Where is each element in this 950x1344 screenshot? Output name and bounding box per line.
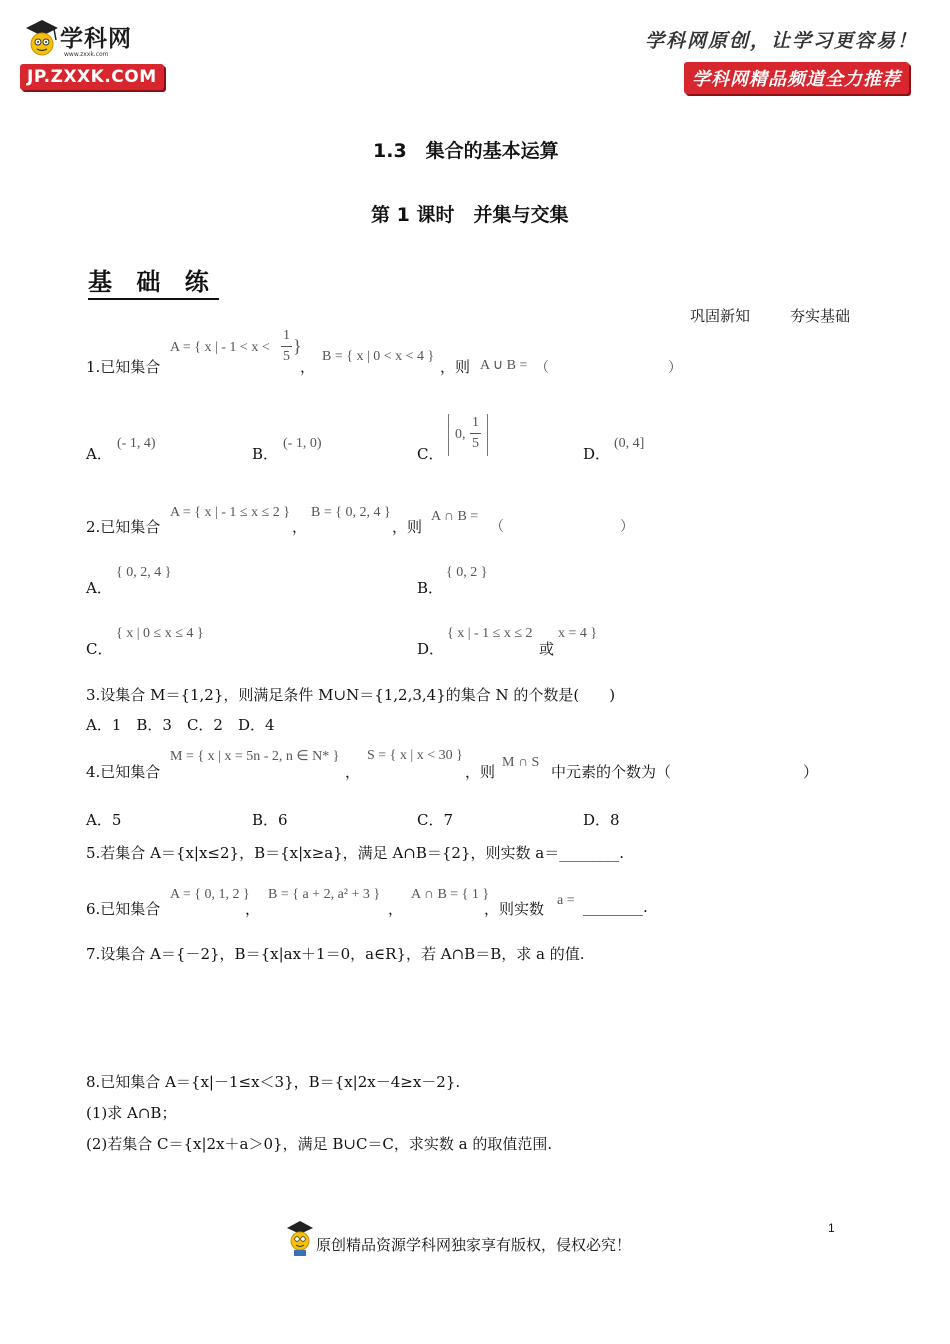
q4-paren-close: ） (803, 763, 819, 781)
q4-suffix: 中元素的个数为（ (551, 763, 672, 781)
q2-option-d-value-post: x = 4 } (558, 626, 598, 641)
q1-paren-open: （ (535, 361, 549, 376)
q6-suffix: ，则实数 (484, 900, 545, 918)
q4-prefix: 4.已知集合 (86, 763, 161, 781)
section-tag-left: 巩固新知 (690, 307, 751, 325)
q4-comma2: ，则 (465, 763, 496, 781)
q2-option-a-value: { 0, 2, 4 } (116, 565, 172, 580)
logo-url: www.zxxk.com (64, 51, 109, 58)
q8-part1: (1)求 A∩B； (86, 1104, 177, 1122)
q6-blank: ________. (583, 898, 648, 916)
q2-expr: A ∩ B = (431, 509, 479, 524)
q4-comma1: ， (345, 763, 361, 781)
q2-set-a: A = { x | - 1 ≤ x ≤ 2 } (170, 505, 291, 520)
q2-option-d-or: 或 (539, 640, 555, 658)
q1-option-d-value: (0, 4] (614, 436, 645, 451)
q1-comma1: ， (300, 358, 316, 376)
q1-option-b-value: (- 1, 0) (283, 436, 322, 451)
q2-option-a-label: A． (86, 579, 112, 597)
q1-option-a-label: A． (86, 445, 112, 463)
q2-option-d-value-pre: { x | - 1 ≤ x ≤ 2 (447, 626, 533, 641)
q1-frac-num: 1 (283, 328, 290, 343)
q1-set-a: A = { x | - 1 < x < (170, 340, 270, 355)
page-subtitle: 第 1 课时 并集与交集 (371, 204, 569, 226)
q2-option-c-label: C． (86, 640, 113, 658)
q4-set-s: S = { x | x < 30 } (367, 748, 463, 763)
q2-option-d-label: D． (417, 640, 445, 658)
q5-text: 5.若集合 A＝{x|x≤2}，B＝{x|x≥a}，满足 A∩B＝{2}，则实数 a＝________. (86, 844, 624, 862)
q6-var: a = (557, 893, 575, 908)
section-tag-right: 夯实基础 (790, 307, 851, 325)
q2-comma2: ，则 (392, 518, 423, 536)
q4-expr: M ∩ S (502, 755, 540, 770)
q8-text: 8.已知集合 A＝{x|－1≤x＜3}，B＝{x|2x－4≥x－2}. (86, 1073, 461, 1091)
page-number: 1 (828, 1221, 835, 1235)
q2-option-c-value: { x | 0 ≤ x ≤ 4 } (116, 626, 204, 641)
page-title: 1.3 集合的基本运算 (373, 140, 559, 162)
q1-set-b: B = { x | 0 < x < 4 } (322, 349, 435, 364)
q1-option-c-den: 5 (472, 436, 479, 451)
copyright-notice: 原创精品资源学科网独家享有版权，侵权必究！ (316, 1236, 632, 1254)
promo-badge: 学科网精品频道全力推荐 (684, 62, 909, 94)
q3-options: A．1 B．3 C．2 D．4 (86, 716, 275, 734)
slogan: 学科网原创，让学习更容易！ (645, 30, 919, 52)
q2-paren-close: ） (620, 520, 634, 535)
q6-comma1: ， (245, 900, 261, 918)
q4-option-c: C．7 (417, 811, 454, 829)
q6-set-a: A = { 0, 1, 2 } (170, 887, 250, 902)
logo-text: 学科网 (60, 26, 132, 52)
q1-option-c-bracket (448, 414, 488, 456)
q2-paren-open: （ (490, 520, 504, 535)
q8-part2: (2)若集合 C＝{x|2x＋a＞0}，满足 B∪C＝C，求实数 a 的取值范围. (86, 1135, 553, 1153)
q4-option-a: A．5 (86, 811, 122, 829)
q1-comma2: ，则 (440, 358, 471, 376)
q1-option-c-pre: 0, (455, 427, 466, 442)
section-heading: 基 础 练 (88, 262, 219, 300)
q6-set-b: B = { a + 2, a² + 3 } (268, 887, 381, 902)
q4-option-d: D．8 (583, 811, 620, 829)
q1-option-a-value: (- 1, 4) (117, 436, 156, 451)
q7-text: 7.设集合 A＝{－2}，B＝{x|ax＋1＝0，a∈R}，若 A∩B＝B，求 a 的值. (86, 945, 585, 963)
q6-condition: A ∩ B = { 1 } (411, 887, 490, 902)
q6-prefix: 6.已知集合 (86, 900, 161, 918)
q2-set-b: B = { 0, 2, 4 } (311, 505, 391, 520)
q1-option-b-label: B． (252, 445, 279, 463)
q1-option-c-bar (470, 433, 481, 434)
q1-option-c-num: 1 (472, 415, 479, 430)
q1-frac-den: 5 (283, 349, 290, 364)
q2-comma1: ， (292, 518, 308, 536)
q1-frac-bar (281, 346, 292, 347)
q3-text: 3.设集合 M＝{1,2}，则满足条件 M∪N＝{1,2,3,4}的集合 N 的个数是( ) (86, 686, 616, 704)
q1-option-c-label: C． (417, 445, 444, 463)
mascot-icon (22, 18, 62, 58)
q4-set-m: M = { x | x = 5n - 2, n ∈ N* } (170, 749, 340, 764)
footer-mascot-icon (285, 1220, 315, 1258)
q2-option-b-label: B． (417, 579, 444, 597)
q1-option-d-label: D． (583, 445, 611, 463)
q6-comma2: ， (388, 900, 404, 918)
logo-block (20, 16, 180, 96)
q1-expr: A ∪ B = (480, 358, 528, 373)
q1-paren-close: ） (668, 361, 682, 376)
q1-prefix: 1.已知集合 (86, 358, 161, 376)
q4-option-b: B．6 (252, 811, 288, 829)
q2-prefix: 2.已知集合 (86, 518, 161, 536)
q2-option-b-value: { 0, 2 } (446, 565, 488, 580)
q1-close-brace: } (293, 336, 302, 356)
logo-badge: JP.ZXXK.COM (20, 64, 164, 90)
